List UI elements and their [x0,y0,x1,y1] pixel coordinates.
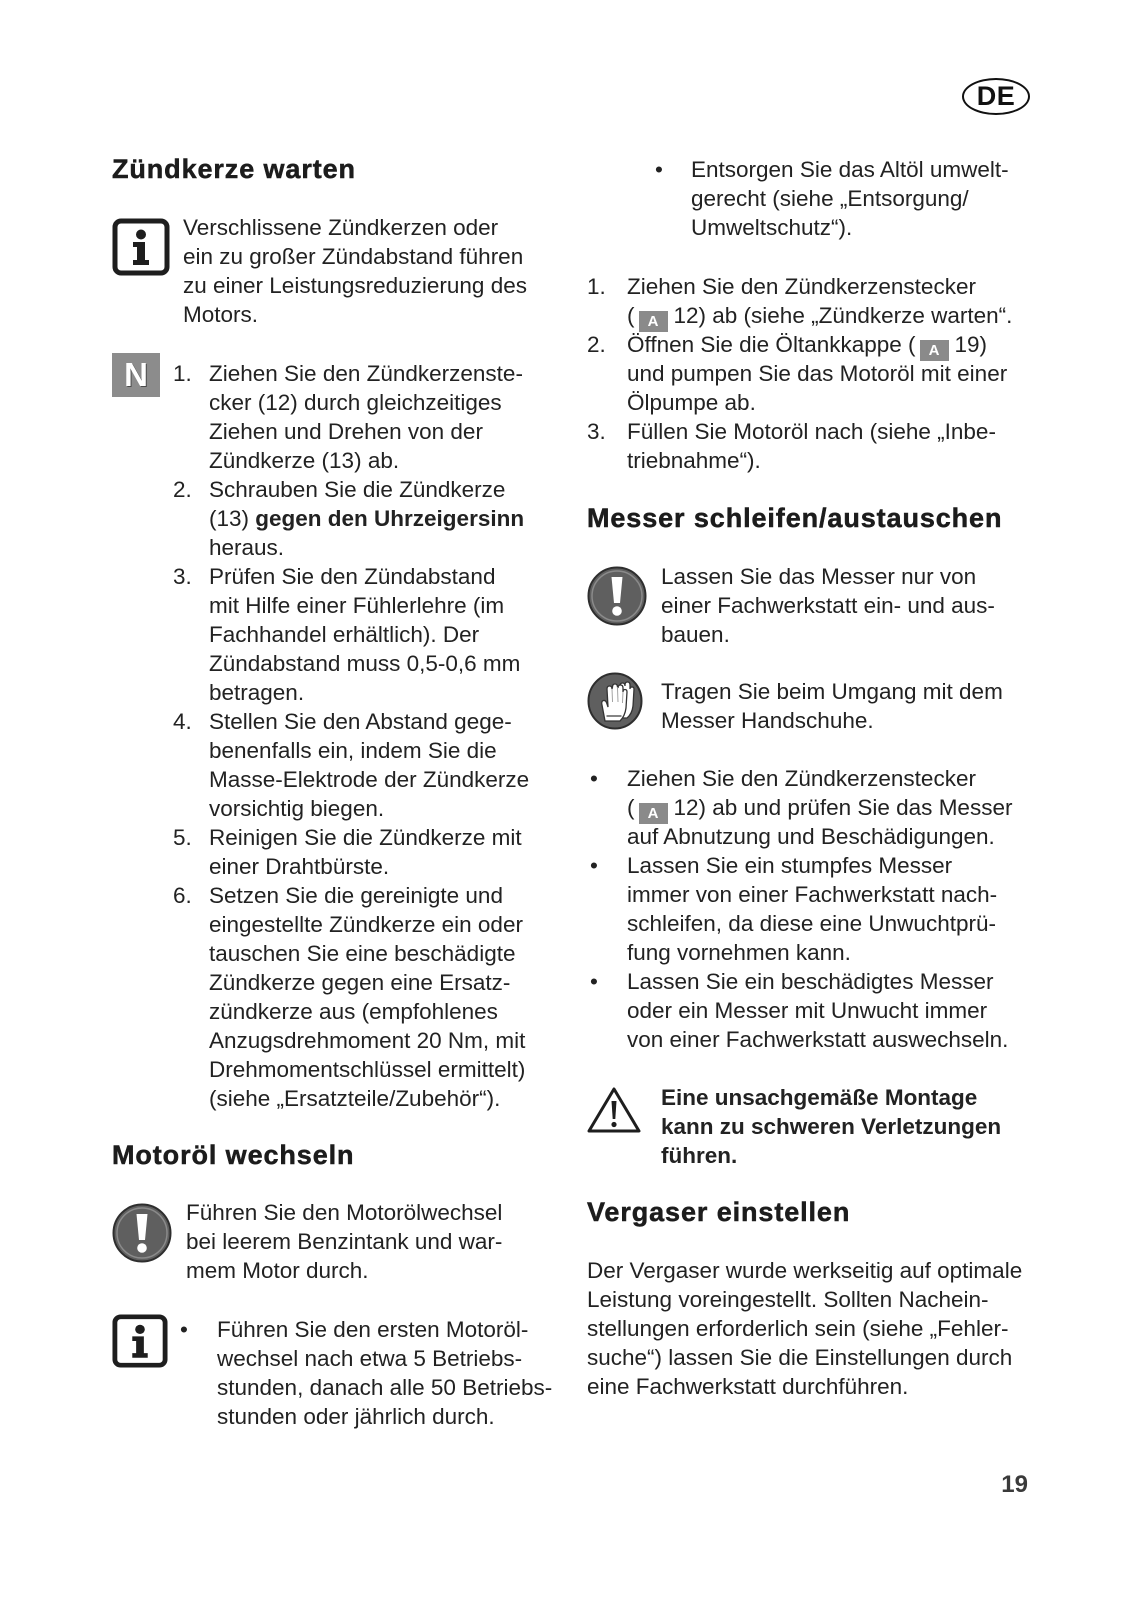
blade-bullet-list [587,764,1012,1054]
step-item [173,359,529,475]
text-plain: 12) ab (siehe „Zündkerze warten“. [673,303,1013,328]
text-line [627,793,1012,822]
figure-ref-badge: A [639,311,668,332]
text-line: mit Hilfe einer Fühlerlehre (im [209,593,505,618]
text-line: Führen Sie den ersten Motoröl- [217,1317,529,1342]
text-line: Setzen Sie die gereinigte und [209,883,503,908]
text-line: Lassen Sie ein stumpfes Messer [627,853,953,878]
step-item [173,707,529,823]
text-line: einer Drahtbürste. [209,854,390,879]
info-note-spark-plug [183,213,527,329]
step-number: 1. [587,274,606,299]
text-line: oder ein Messer mit Unwucht immer [627,998,988,1023]
bullet-marker: • [590,766,598,791]
bullet-item [587,967,1012,1054]
text-line: heraus. [209,535,285,560]
caution-note-engine-oil [186,1198,502,1285]
text-line: Prüfen Sie den Zündabstand [209,564,496,589]
text-line: Tragen Sie beim Umgang mit dem [661,679,1003,704]
text-line: kann zu schweren Verletzungen [661,1114,1002,1139]
text-line: suche“) lassen Sie die Einstellungen durch [587,1345,1013,1370]
gloves-note-blade [661,677,1003,735]
text-line [627,301,1012,330]
text-line: Zündkerze (13) ab. [209,448,400,473]
text-line: Reinigen Sie die Zündkerze mit [209,825,522,850]
text-line: cker (12) durch gleichzeitiges [209,390,502,415]
text-line: fung vornehmen kann. [627,940,851,965]
text-line: Leistung voreingestellt. Sollten Nachein- [587,1287,989,1312]
text-line: und pumpen Sie das Motoröl mit einer [627,361,1008,386]
info-note-engine-oil [180,1315,552,1431]
section-heading-carburetor: Vergaser einstellen [587,1197,851,1227]
info-icon [112,218,170,276]
carburetor-paragraph [587,1256,1022,1401]
section-heading-blade: Messer schleifen/austauschen [587,503,1003,533]
text-line: Drehmomentschlüssel ermittelt) [209,1057,526,1082]
step-item [587,330,1012,417]
text-line: betragen. [209,680,305,705]
text-line: Masse-Elektrode der Zündkerze [209,767,530,792]
text-plain: ( [627,303,635,328]
text-line: Schrauben Sie die Zündkerze [209,477,506,502]
bullet-marker: • [590,853,598,878]
bullet-item [587,764,1012,851]
figure-ref-badge: A [639,803,668,824]
text-line: wechsel nach etwa 5 Betriebs- [217,1346,523,1371]
text-line: (siehe „Ersatzteile/Zubehör“). [209,1086,501,1111]
text-line: bei leerem Benzintank und war- [186,1229,503,1254]
text-line: Ziehen Sie den Zündkerzenstecker [627,766,976,791]
step-item [587,417,1012,475]
bullet-marker: • [180,1317,188,1342]
text-line: Ziehen Sie den Zündkerzenste- [209,361,523,386]
text-line: stunden, danach alle 50 Betriebs- [217,1375,553,1400]
text-line: triebnahme“). [627,448,761,473]
text-line: Ziehen und Drehen von der [209,419,483,444]
section-heading-engine-oil: Motoröl wechseln [112,1140,355,1170]
text-line: tauschen Sie eine beschädigte [209,941,516,966]
text-line: Lassen Sie das Messer nur von [661,564,977,589]
text-line: auf Abnutzung und Beschädigungen. [627,824,995,849]
text-line: zündkerze aus (empfohlenes [209,999,498,1024]
exclamation-circle-icon [587,566,647,626]
step-item [173,881,529,1113]
text-line: stellungen erforderlich sein (siehe „Fehler- [587,1316,1009,1341]
bullet-item [655,155,1009,242]
text-plain: Öffnen Sie die Öltankkappe ( [627,332,916,357]
section-heading-spark-plug: Zündkerze warten [112,154,356,184]
text-line: eingestellte Zündkerze ein oder [209,912,523,937]
text-line: mem Motor durch. [186,1258,369,1283]
step-number: 5. [173,825,192,850]
caution-note-blade [661,562,995,649]
text-line: Lassen Sie ein beschädigtes Messer [627,969,994,994]
steps-marker: N [112,353,160,397]
text-line: immer von einer Fachwerkstatt nach- [627,882,998,907]
text-line: Umweltschutz“). [691,215,853,240]
gloves-icon [587,672,643,730]
info-icon [112,1314,168,1368]
step-item [587,272,1012,330]
step-number: 1. [173,361,192,386]
text-line: Zündkerze gegen eine Ersatz- [209,970,511,995]
page-number: 19 [1001,1471,1028,1498]
language-badge: DE [962,78,1030,115]
text-line: Entsorgen Sie das Altöl umwelt- [691,157,1009,182]
bullet-marker: • [590,969,598,994]
oil-change-steps-list [587,272,1012,475]
text-line: Fachhandel erhältlich). Der [209,622,480,647]
warning-note-blade [661,1083,1001,1170]
text-plain: 12) ab und prüfen Sie das Messer [673,795,1013,820]
text-line: Verschlissene Zündkerzen oder [183,215,499,240]
step-item [173,562,529,707]
figure-ref-badge: A [920,340,949,361]
text-line: Füllen Sie Motoröl nach (siehe „Inbe- [627,419,996,444]
text-line: schleifen, da diese eine Unwuchtprü- [627,911,996,936]
text-line: gerecht (siehe „Entsorgung/ [691,186,969,211]
step-number: 2. [173,477,192,502]
text-line: Messer Handschuhe. [661,708,874,733]
text-plain: ( [627,795,635,820]
exclamation-circle-icon [112,1203,172,1263]
text-line: einer Fachwerkstatt ein- und aus- [661,593,995,618]
text-line: Ölpumpe ab. [627,390,756,415]
text-line [627,330,1012,359]
bullet-item [587,851,1012,967]
warning-triangle-icon [586,1086,642,1134]
step-number: 3. [173,564,192,589]
text-line: führen. [661,1143,738,1168]
step-number: 4. [173,709,192,734]
text-line [209,504,529,533]
spark-plug-steps-list [173,359,529,1113]
disposal-bullet-list [655,155,1009,242]
text-plain: (13) [209,506,250,531]
text-line: eine Fachwerkstatt durchführen. [587,1374,909,1399]
text-line: zu einer Leistungsreduzierung des [183,273,527,298]
text-plain: 19) [954,332,988,357]
text-line: ein zu großer Zündabstand führen [183,244,524,269]
text-line: benenfalls ein, indem Sie die [209,738,497,763]
step-number: 3. [587,419,606,444]
text-line: Eine unsachgemäße Montage [661,1085,978,1110]
step-number: 6. [173,883,192,908]
step-item [173,475,529,562]
step-number: 2. [587,332,606,357]
text-line: Ziehen Sie den Zündkerzenstecker [627,274,976,299]
text-line: Stellen Sie den Abstand gege- [209,709,512,734]
text-line: Zündabstand muss 0,5-0,6 mm [209,651,521,676]
text-line: von einer Fachwerkstatt auswechseln. [627,1027,1009,1052]
text-emphasis: gegen den Uhrzeigersinn [255,506,525,531]
step-item [173,823,529,881]
text-line: Der Vergaser wurde werkseitig auf optimale [587,1258,1023,1283]
text-line: vorsichtig biegen. [209,796,385,821]
text-line: bauen. [661,622,730,647]
text-line: Führen Sie den Motorölwechsel [186,1200,503,1225]
bullet-marker: • [655,157,663,182]
text-line: Motors. [183,302,259,327]
bullet-item [180,1315,552,1431]
text-line: Anzugsdrehmoment 20 Nm, mit [209,1028,526,1053]
text-line: stunden oder jährlich durch. [217,1404,495,1429]
